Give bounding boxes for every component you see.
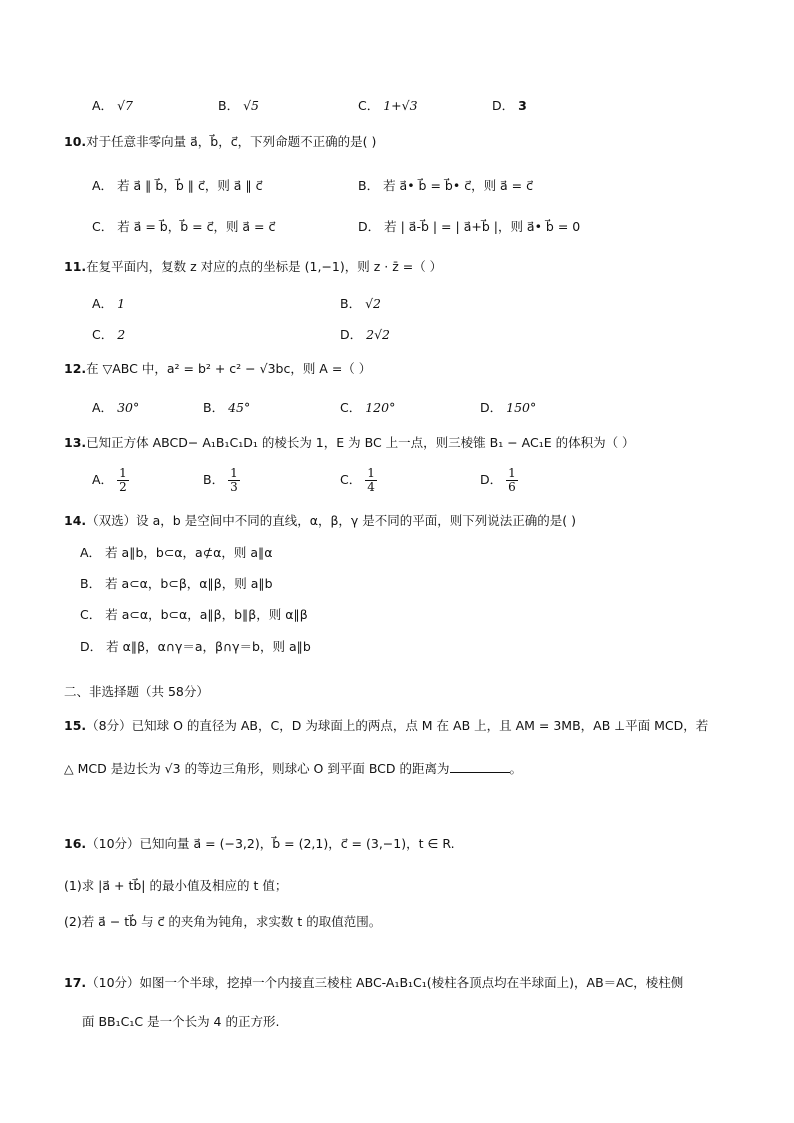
- q10-option-a: A． 若 a⃗ ∥ b⃗，b⃗ ∥ c⃗，则 a⃗ ∥ c⃗: [92, 178, 263, 193]
- q15-line1: 15.（8分）已知球 O 的直径为 AB，C，D 为球面上的两点，点 M 在 AB 上，且 AM = 3MB，AB ⊥平面 MCD，若: [64, 718, 709, 733]
- q13-option-b: B． $\frac{1}{3}$: [203, 466, 238, 495]
- q12-option-c: C． 120°: [340, 400, 396, 415]
- q14-option-c: C． 若 a⊂α，b⊂α，a∥β，b∥β，则 α∥β: [80, 607, 308, 622]
- q14-option-b: B． 若 a⊂α，b⊂β，α∥β，则 a∥b: [80, 576, 273, 591]
- q10-stem: 10.对于任意非零向量 a⃗，b⃗，c⃗，下列命题不正确的是( ): [64, 134, 377, 149]
- q10-option-d: D． 若 | a⃗-b⃗ | = | a⃗+b⃗ |，则 a⃗• b⃗ = 0: [358, 219, 581, 234]
- q9-option-d: D． 3: [492, 98, 527, 113]
- q9-option-b: B． √5: [218, 98, 259, 113]
- q11-stem: 11.在复平面内，复数 z 对应的点的坐标是 (1,−1)，则 z · z̄ =（ ）: [64, 259, 443, 274]
- q12-option-b: B． 45°: [203, 400, 251, 415]
- q14-stem: 14.（双选）设 a，b 是空间中不同的直线，α，β，γ 是不同的平面，则下列说法正确的是( ): [64, 513, 577, 528]
- section-heading: 二、非选择题（共 58分）: [64, 684, 209, 699]
- q16-stem: 16.（10分）已知向量 a⃗ = (−3,2)，b⃗ = (2,1)，c⃗ = (3,−1)，t ∈ R.: [64, 836, 455, 851]
- q17-line1: 17.（10分）如图一个半球，挖掉一个内接直三棱柱 ABC-A₁B₁C₁(棱柱各顶点均在半球面上)，AB＝AC，棱柱侧: [64, 975, 684, 990]
- fraction: $\frac{1}{3}$: [230, 466, 238, 495]
- q11-option-d: D． 2√2: [340, 327, 391, 342]
- fraction: $\frac{1}{6}$: [508, 466, 516, 495]
- q9-option-c: C． 1+√3: [358, 98, 418, 113]
- q13-option-a: A． $\frac{1}{2}$: [92, 466, 127, 495]
- q17-line2: 面 BB₁C₁C 是一个长为 4 的正方形.: [82, 1014, 280, 1029]
- q10-option-b: B． 若 a⃗• b⃗ = b⃗• c⃗，则 a⃗ = c⃗: [358, 178, 533, 193]
- q9-option-a: A． √7: [92, 98, 133, 113]
- q14-option-d: D． 若 α∥β，α∩γ＝a，β∩γ＝b，则 a∥b: [80, 639, 311, 654]
- q11-option-a: A． 1: [92, 296, 126, 311]
- q10-option-c: C． 若 a⃗ = b⃗，b⃗ = c⃗，则 a⃗ = c⃗: [92, 219, 276, 234]
- fraction: $\frac{1}{4}$: [367, 466, 375, 495]
- answer-blank[interactable]: [450, 760, 510, 773]
- fraction: $\frac{1}{2}$: [119, 466, 127, 495]
- q11-option-b: B． √2: [340, 296, 381, 311]
- q13-option-c: C． $\frac{1}{4}$: [340, 466, 375, 495]
- q12-stem: 12.在 ▽ABC 中，a² = b² + c² − √3bc，则 A =（ ）: [64, 361, 372, 376]
- q12-option-a: A． 30°: [92, 400, 140, 415]
- q16-part1: (1)求 |a⃗ + tb⃗| 的最小值及相应的 t 值；: [64, 878, 288, 893]
- q14-option-a: A． 若 a∥b，b⊂α，a⊄α，则 a∥α: [80, 545, 273, 560]
- q16-part2: (2)若 a⃗ − tb⃗ 与 c⃗ 的夹角为钝角，求实数 t 的取值范围。: [64, 914, 382, 929]
- q12-option-d: D． 150°: [480, 400, 537, 415]
- q15-line2: △ MCD 是边长为 √3 的等边三角形，则球心 O 到平面 BCD 的距离为 。: [64, 761, 523, 776]
- q11-option-c: C． 2: [92, 327, 126, 342]
- q13-stem: 13.已知正方体 ABCD− A₁B₁C₁D₁ 的棱长为 1，E 为 BC 上一点，则三棱锥 B₁ − AC₁E 的体积为（ ）: [64, 435, 635, 450]
- q13-option-d: D． $\frac{1}{6}$: [480, 466, 516, 495]
